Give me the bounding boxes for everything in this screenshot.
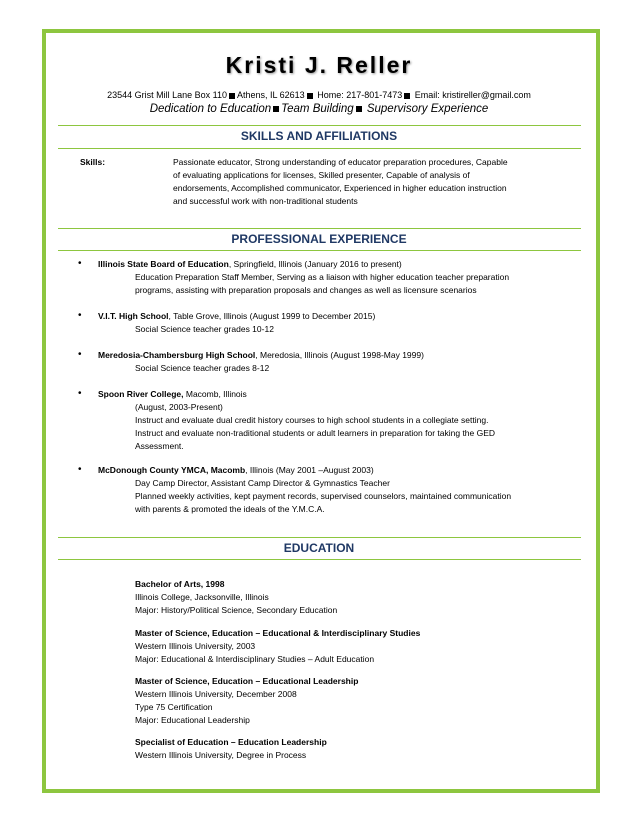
- job-location: , Table Grove, Illinois (August 1999 to December 2015): [168, 311, 376, 321]
- skills-line: of evaluating applications for licenses, Skilled presenter, Capable of analysis of: [173, 170, 470, 180]
- bullet-icon: •: [78, 388, 82, 399]
- bullet-icon: •: [78, 258, 82, 269]
- degree-line: Western Illinois University, December 2008: [135, 689, 297, 699]
- job-org: Meredosia-Chambersburg High School: [98, 350, 256, 360]
- degree-line: Major: Educational & Interdisciplinary Studies – Adult Education: [135, 654, 375, 664]
- degree-title: Master of Science, Education – Educational Leadership: [135, 676, 359, 686]
- job-org: Spoon River College,: [98, 389, 184, 399]
- degree-title: Specialist of Education – Education Leadership: [135, 737, 327, 747]
- degree-entry: [135, 578, 337, 617]
- tagline-item: Supervisory Experience: [363, 103, 489, 115]
- bullet-icon: •: [78, 464, 82, 475]
- square-bullet-icon: [229, 93, 235, 99]
- tagline-item: Dedication to Education: [149, 103, 272, 115]
- job-heading: [98, 258, 402, 271]
- job-org: Illinois State Board of Education: [98, 259, 229, 269]
- job-details: [135, 323, 274, 336]
- section-heading-education: EDUCATION: [283, 541, 355, 555]
- degree-line: Type 75 Certification: [135, 702, 213, 712]
- job-location: , Illinois (May 2001 –August 2003): [245, 465, 374, 475]
- contact-line: [0, 90, 638, 100]
- section-heading-skills: SKILLS AND AFFILIATIONS: [240, 129, 398, 143]
- contact-email: Email: kristireller@gmail.com: [412, 90, 531, 100]
- job-details: [135, 362, 269, 375]
- skills-line: and successful work with non-traditional students: [173, 196, 358, 206]
- degree-line: Illinois College, Jacksonville, Illinois: [135, 592, 269, 602]
- job-heading: [98, 310, 375, 323]
- job-detail-line: Social Science teacher grades 10-12: [135, 324, 274, 334]
- job-heading: [98, 464, 374, 477]
- skills-label: Skills:: [80, 157, 106, 167]
- job-details: [135, 401, 495, 453]
- contact-address: 23544 Grist Mill Lane Box 110: [107, 90, 227, 100]
- square-bullet-icon: [356, 106, 362, 112]
- degree-line: Major: Educational Leadership: [135, 715, 250, 725]
- bullet-icon: •: [78, 310, 82, 321]
- degree-title: Master of Science, Education – Educational & Interdisciplinary Studies: [135, 628, 421, 638]
- job-location: Macomb, Illinois: [183, 389, 247, 399]
- degree-title: Bachelor of Arts, 1998: [135, 579, 225, 589]
- job-detail-line: with parents & promoted the ideals of the Y.M.C.A.: [135, 504, 325, 514]
- contact-city: Athens, IL 62613: [236, 90, 305, 100]
- section-divider: [58, 125, 581, 126]
- job-details: [135, 271, 509, 297]
- skills-text: [173, 156, 583, 208]
- degree-entry: [135, 675, 358, 727]
- section-divider: [58, 559, 581, 560]
- job-detail-line: Instruct and evaluate dual credit history courses to high school students in a collegiate setting.: [135, 415, 489, 425]
- contact-phone: Home: 217-801-7473: [314, 90, 403, 100]
- skills-line: endorsements, Accomplished communicator, Experienced in higher education instruction: [173, 183, 507, 193]
- square-bullet-icon: [273, 106, 279, 112]
- degree-entry: [135, 736, 327, 762]
- job-heading: [98, 388, 247, 401]
- degree-entry: [135, 627, 420, 666]
- job-detail-line: Social Science teacher grades 8-12: [135, 363, 270, 373]
- degree-line: Western Illinois University, Degree in Process: [135, 750, 307, 760]
- square-bullet-icon: [307, 93, 313, 99]
- job-org: V.I.T. High School: [98, 311, 169, 321]
- job-detail-line: Day Camp Director, Assistant Camp Director & Gymnastics Teacher: [135, 478, 390, 488]
- job-detail-line: programs, assisting with preparation proposals and changes as well as licensure scenarios: [135, 285, 477, 295]
- square-bullet-icon: [404, 93, 410, 99]
- job-detail-line: Instruct and evaluate non-traditional students or adult learners in preparation for taking the GED: [135, 428, 496, 438]
- job-heading: [98, 349, 424, 362]
- section-divider: [58, 537, 581, 538]
- job-detail-line: (August, 2003-Present): [135, 402, 223, 412]
- job-details: [135, 477, 511, 516]
- section-heading-experience: PROFESSIONAL EXPERIENCE: [231, 232, 407, 246]
- resume-name: Kristi J. Reller: [225, 52, 413, 78]
- section-divider: [58, 148, 581, 149]
- job-location: , Springfield, Illinois (January 2016 to present): [228, 259, 402, 269]
- skills-line: Passionate educator, Strong understanding of educator preparation procedures, Capable: [173, 157, 508, 167]
- degree-line: Major: History/Political Science, Secondary Education: [135, 605, 338, 615]
- tagline: [0, 103, 638, 115]
- bullet-icon: •: [78, 349, 82, 360]
- job-detail-line: Planned weekly activities, kept payment records, supervised counselors, maintained communication: [135, 491, 512, 501]
- job-org: McDonough County YMCA, Macomb: [98, 465, 246, 475]
- job-detail-line: Education Preparation Staff Member, Serving as a liaison with higher education teacher preparation: [135, 272, 510, 282]
- job-detail-line: Assessment.: [135, 441, 184, 451]
- job-location: , Meredosia, Illinois (August 1998-May 1999): [255, 350, 424, 360]
- degree-line: Western Illinois University, 2003: [135, 641, 256, 651]
- section-divider: [58, 250, 581, 251]
- tagline-item: Team Building: [281, 103, 354, 115]
- section-divider: [58, 228, 581, 229]
